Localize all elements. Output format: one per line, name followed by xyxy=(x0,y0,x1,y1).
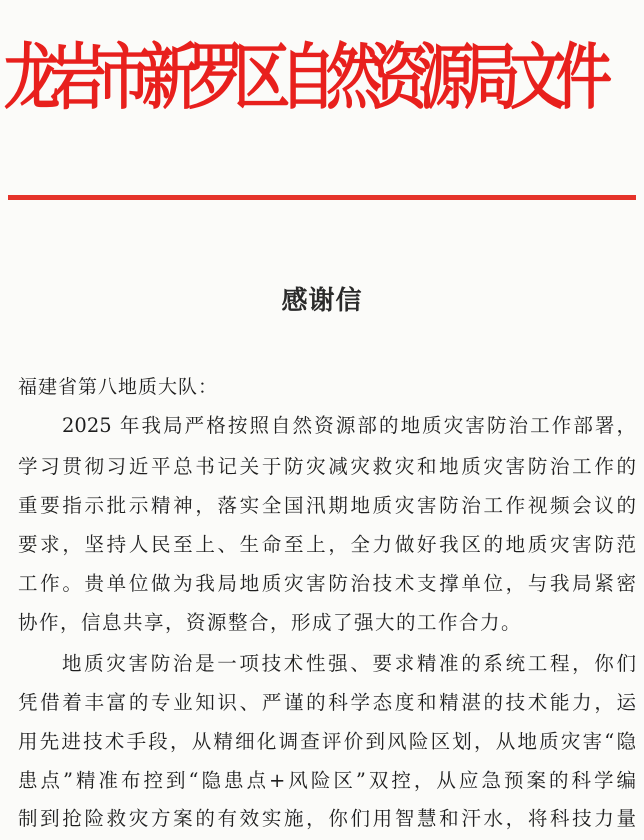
paragraph-line: 用先进技术手段，从精细化调查评价到风险区划，从地质灾害“隐 xyxy=(18,730,636,753)
salutation: 福建省第八地质大队： xyxy=(18,376,219,398)
paragraph-line: 重要指示批示精神，落实全国汛期地质灾害防治工作视频会议的 xyxy=(18,494,636,517)
agency-title: 龙岩市新罗区自然资源局文件 xyxy=(4,35,602,120)
paragraph-line: 制到抢险救灾方案的有效实施，你们用智慧和汗水，将科技力量 xyxy=(18,807,636,830)
paragraph-line: 要求，坚持人民至上、生命至上，全力做好我区的地质灾害防范 xyxy=(18,533,636,556)
paragraph-line: 2025 年我局严格按照自然资源部的地质灾害防治工作部署， xyxy=(62,414,636,437)
paragraph-line: 学习贯彻习近平总书记关于防灾减灾救灾和地质灾害防治工作的 xyxy=(18,455,636,478)
paragraph-line: 患点”精准布控到“隐患点+风险区”双控，从应急预案的科学编 xyxy=(18,769,636,792)
paragraph-line: 协作，信息共享，资源整合，形成了强大的工作合力。 xyxy=(18,611,523,634)
paragraph-line: 地质灾害防治是一项技术性强、要求精准的系统工程，你们 xyxy=(62,652,636,675)
paragraph-line: 工作。贵单位做为我局地质灾害防治技术支撑单位，与我局紧密 xyxy=(18,572,636,595)
letter-heading: 感谢信 xyxy=(281,286,363,316)
header-red-rule xyxy=(8,195,636,200)
paragraph-line: 凭借着丰富的专业知识、严谨的科学态度和精湛的技术能力，运 xyxy=(18,691,636,714)
